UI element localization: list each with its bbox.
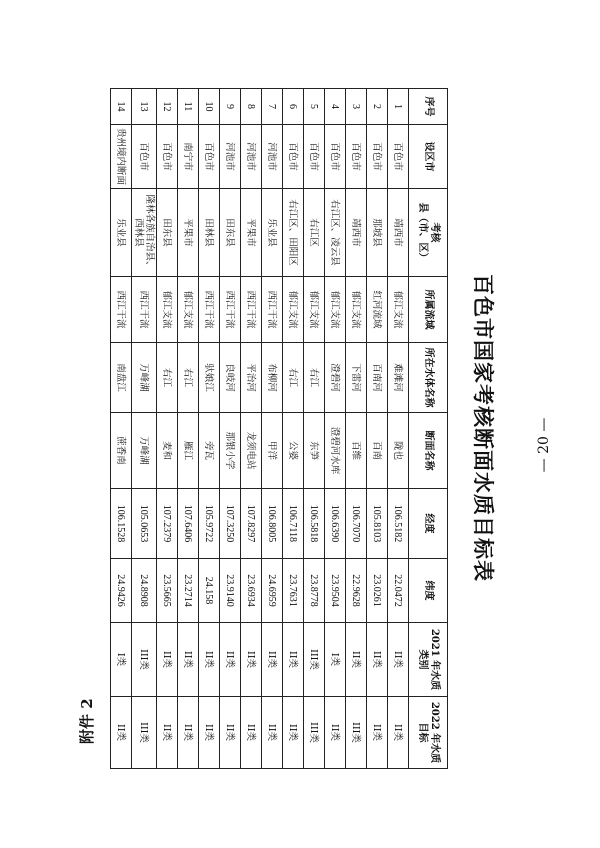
cell-city: 百色市 <box>132 125 157 189</box>
cell-river: 南盘江 <box>111 343 132 413</box>
cell-basin: 红河流域 <box>367 277 388 343</box>
cell-lat: 23.9140 <box>220 559 241 623</box>
cell-q2021: II类 <box>157 623 178 697</box>
table-row <box>367 89 388 769</box>
attachment-label: 附件 2 <box>78 698 96 744</box>
cell-q2022: II类 <box>283 697 304 769</box>
header-city: 设区市 <box>409 125 448 189</box>
cell-county: 平果市 <box>241 189 262 277</box>
cell-q2022: II类 <box>157 697 178 769</box>
cell-q2021: II类 <box>388 623 409 697</box>
cell-section: 旁瓦 <box>199 413 220 489</box>
cell-county: 靖西市 <box>346 189 367 277</box>
cell-section: 麦和 <box>157 413 178 489</box>
header-target-2022: 2022 年水质 目标 <box>409 697 448 769</box>
cell-q2021: II类 <box>346 623 367 697</box>
cell-no: 6 <box>283 89 304 125</box>
cell-no: 2 <box>367 89 388 125</box>
cell-river: 百南河 <box>367 343 388 413</box>
cell-county: 田东县 <box>157 189 178 277</box>
cell-section: 龙须电站 <box>241 413 262 489</box>
cell-city: 南宁市 <box>178 125 199 189</box>
header-no: 序号 <box>409 89 448 125</box>
table-row <box>388 89 409 769</box>
cell-county: 靖西市 <box>388 189 409 277</box>
cell-q2022: III类 <box>346 697 367 769</box>
cell-q2022: II类 <box>262 697 283 769</box>
cell-no: 3 <box>346 89 367 125</box>
cell-lat: 23.9504 <box>325 559 346 623</box>
cell-no: 5 <box>304 89 325 125</box>
cell-section: 澄碧河水库 <box>325 413 346 489</box>
cell-county: 隆林各族自治县、西林县 <box>132 189 157 277</box>
cell-city: 河池市 <box>262 125 283 189</box>
cell-section: 甲洋 <box>262 413 283 489</box>
cell-river: 难滩河 <box>388 343 409 413</box>
cell-section: 百维 <box>346 413 367 489</box>
cell-lon: 107.2379 <box>157 489 178 559</box>
cell-q2021: III类 <box>132 623 157 697</box>
cell-q2021: II类 <box>262 623 283 697</box>
cell-no: 4 <box>325 89 346 125</box>
cell-city: 百色市 <box>325 125 346 189</box>
table-title: 百色市国家考核断面水质目标表 <box>471 274 496 582</box>
cell-river: 澄碧河 <box>325 343 346 413</box>
cell-river: 驮娘江 <box>199 343 220 413</box>
cell-basin: 西江干流 <box>241 277 262 343</box>
table-row <box>132 89 157 769</box>
cell-section: 公婆 <box>283 413 304 489</box>
cell-city: 贵州境内断面 <box>111 125 132 189</box>
cell-section: 陇也 <box>388 413 409 489</box>
cell-no: 14 <box>111 89 132 125</box>
cell-no: 9 <box>220 89 241 125</box>
table-row <box>283 89 304 769</box>
cell-section: 东笋 <box>304 413 325 489</box>
cell-section: 百南 <box>367 413 388 489</box>
cell-basin: 西江干流 <box>199 277 220 343</box>
table-header-row <box>409 89 448 769</box>
cell-lat: 23.2714 <box>178 559 199 623</box>
cell-q2021: II类 <box>367 623 388 697</box>
table-row <box>199 89 220 769</box>
table-row <box>220 89 241 769</box>
cell-city: 百色市 <box>388 125 409 189</box>
cell-no: 1 <box>388 89 409 125</box>
cell-city: 百色市 <box>304 125 325 189</box>
cell-basin: 西江干流 <box>220 277 241 343</box>
cell-lat: 23.7631 <box>283 559 304 623</box>
cell-basin: 郁江支流 <box>283 277 304 343</box>
cell-lat: 23.5665 <box>157 559 178 623</box>
cell-lon: 105.9722 <box>199 489 220 559</box>
cell-basin: 郁江支流 <box>388 277 409 343</box>
cell-river: 右江 <box>178 343 199 413</box>
cell-county: 田东县 <box>220 189 241 277</box>
page-number: — 20 — <box>536 417 552 473</box>
table-row <box>178 89 199 769</box>
cell-q2021: III类 <box>304 623 325 697</box>
cell-lon: 107.6406 <box>178 489 199 559</box>
cell-basin: 郁江支流 <box>346 277 367 343</box>
cell-city: 百色市 <box>283 125 304 189</box>
cell-lat: 23.0261 <box>367 559 388 623</box>
cell-lat: 24.6959 <box>262 559 283 623</box>
cell-no: 13 <box>132 89 157 125</box>
cell-county: 田林县 <box>199 189 220 277</box>
cell-lon: 107.8297 <box>241 489 262 559</box>
cell-no: 7 <box>262 89 283 125</box>
cell-river: 万峰湖 <box>132 343 157 413</box>
cell-q2022: II类 <box>367 697 388 769</box>
cell-city: 百色市 <box>157 125 178 189</box>
cell-section: 雁江 <box>178 413 199 489</box>
cell-lat: 22.0472 <box>388 559 409 623</box>
cell-city: 百色市 <box>367 125 388 189</box>
cell-lon: 105.8103 <box>367 489 388 559</box>
header-longitude: 经度 <box>409 489 448 559</box>
cell-river: 右江 <box>304 343 325 413</box>
cell-city: 河池市 <box>241 125 262 189</box>
cell-no: 8 <box>241 89 262 125</box>
header-section: 断面名称 <box>409 413 448 489</box>
table-row <box>262 89 283 769</box>
header-quality-2021: 2021 年水质 类别 <box>409 623 448 697</box>
cell-basin: 郁江支流 <box>304 277 325 343</box>
cell-q2022: II类 <box>220 697 241 769</box>
cell-q2022: II类 <box>241 697 262 769</box>
cell-county: 乐业县 <box>111 189 132 277</box>
cell-lon: 106.6390 <box>325 489 346 559</box>
cell-river: 布柳河 <box>262 343 283 413</box>
header-county: 考核 县（市、区） <box>409 189 448 277</box>
cell-lat: 24.9426 <box>111 559 132 623</box>
cell-q2022: II类 <box>178 697 199 769</box>
cell-city: 百色市 <box>199 125 220 189</box>
cell-q2022: II类 <box>199 697 220 769</box>
cell-county: 右江区、凌云县 <box>325 189 346 277</box>
cell-section: 万峰湖 <box>132 413 157 489</box>
cell-q2022: III类 <box>132 697 157 769</box>
cell-no: 12 <box>157 89 178 125</box>
cell-q2021: II类 <box>199 623 220 697</box>
cell-basin: 郁江支流 <box>157 277 178 343</box>
cell-lon: 106.7118 <box>283 489 304 559</box>
cell-lon: 106.8005 <box>262 489 283 559</box>
cell-lon: 106.5182 <box>388 489 409 559</box>
table-row <box>111 89 132 769</box>
cell-q2021: I类 <box>325 623 346 697</box>
cell-no: 11 <box>178 89 199 125</box>
cell-q2022: II类 <box>111 697 132 769</box>
water-quality-table <box>110 88 448 769</box>
cell-q2022: II类 <box>325 697 346 769</box>
cell-no: 10 <box>199 89 220 125</box>
table-row <box>157 89 178 769</box>
cell-lat: 22.9628 <box>346 559 367 623</box>
header-latitude: 纬度 <box>409 559 448 623</box>
cell-section: 那银小学 <box>220 413 241 489</box>
cell-lat: 23.6934 <box>241 559 262 623</box>
cell-q2021: II类 <box>241 623 262 697</box>
cell-q2021: II类 <box>283 623 304 697</box>
cell-river: 下雷河 <box>346 343 367 413</box>
cell-basin: 西江干流 <box>111 277 132 343</box>
table-row <box>304 89 325 769</box>
cell-q2022: III类 <box>304 697 325 769</box>
cell-basin: 郁江支流 <box>325 277 346 343</box>
cell-lon: 106.7070 <box>346 489 367 559</box>
table-row <box>325 89 346 769</box>
cell-county: 那坡县 <box>367 189 388 277</box>
table-row <box>346 89 367 769</box>
cell-lon: 105.0653 <box>132 489 157 559</box>
header-basin: 所属流域 <box>409 277 448 343</box>
cell-city: 百色市 <box>346 125 367 189</box>
cell-county: 平果市 <box>178 189 199 277</box>
cell-river: 良岐河 <box>220 343 241 413</box>
cell-q2022: II类 <box>388 697 409 769</box>
cell-city: 河池市 <box>220 125 241 189</box>
cell-county: 右江区 <box>304 189 325 277</box>
cell-county: 乐业县 <box>262 189 283 277</box>
header-river: 所在水体名称 <box>409 343 448 413</box>
cell-lat: 24.8908 <box>132 559 157 623</box>
cell-q2021: I类 <box>111 623 132 697</box>
cell-river: 右江 <box>157 343 178 413</box>
cell-river: 平治河 <box>241 343 262 413</box>
cell-lat: 24.158 <box>199 559 220 623</box>
cell-lon: 106.5818 <box>304 489 325 559</box>
cell-lat: 23.8778 <box>304 559 325 623</box>
cell-county: 右江区、田阳区 <box>283 189 304 277</box>
table-row <box>241 89 262 769</box>
cell-basin: 西江干流 <box>262 277 283 343</box>
cell-lon: 107.3250 <box>220 489 241 559</box>
cell-q2021: II类 <box>178 623 199 697</box>
cell-section: 蔗香南 <box>111 413 132 489</box>
cell-basin: 郁江支流 <box>178 277 199 343</box>
cell-river: 右江 <box>283 343 304 413</box>
cell-q2021: II类 <box>220 623 241 697</box>
cell-lon: 106.1528 <box>111 489 132 559</box>
rotated-table-sheet <box>115 88 500 768</box>
cell-basin: 西江干流 <box>132 277 157 343</box>
